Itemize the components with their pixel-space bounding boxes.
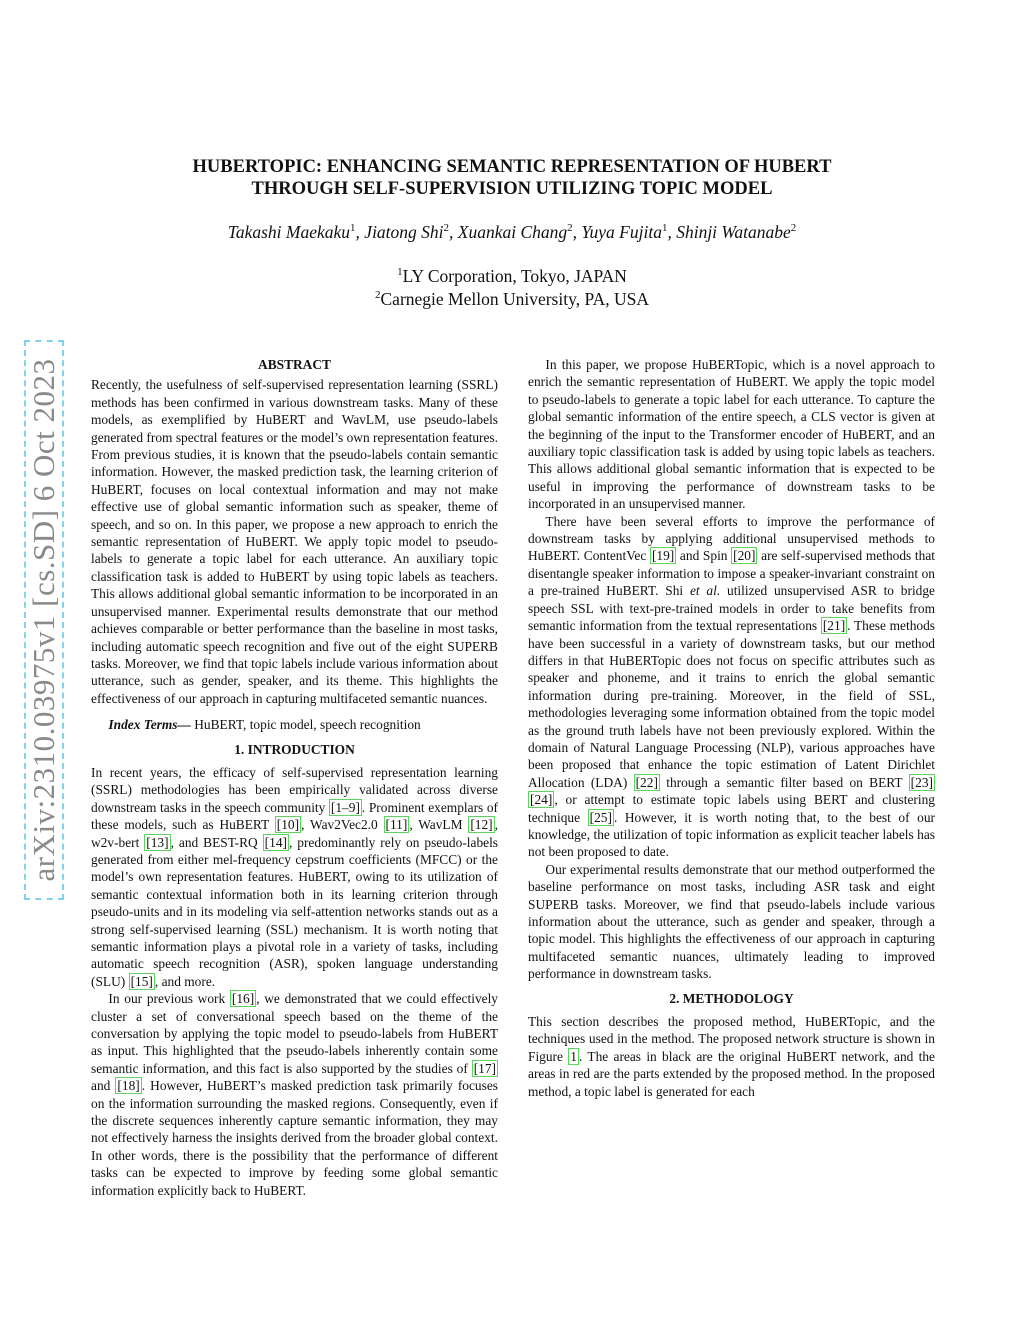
text-run: are self-supervised methods that disentangle speaker information to impose a speaker-invariant constraint on a pre-trained HuBERT. Shi (528, 548, 935, 599)
affiliation: $^2$Carnegie Mellon University, PA, USA (375, 289, 649, 309)
author: Takashi Maekaku$^1$, (227, 222, 365, 242)
author: Shinji Watanabe$^2$ (676, 222, 797, 242)
text-run: utilized unsupervised ASR to bridge speech SSL with text-pre-trained models in order to take benefits from semantic information from the textual representations (528, 583, 935, 634)
citation-link[interactable]: 1 (570, 1048, 577, 1064)
text-run: and Spin (676, 548, 732, 564)
affiliation: $^1$LY Corporation, Tokyo, JAPAN (397, 266, 627, 286)
citation-link[interactable]: [14] (264, 834, 287, 850)
text-run: , Wav2Vec2.0 (301, 817, 384, 833)
text-run: . However, HuBERT’s masked prediction task primarily focuses on the information surrounding the masked regions. Consequently, even if the discrete sequences inherently capture semantic information, they may not effectively harness the insights derived from the broader global context. In other words, there is the possibility that the performance of different tasks can be expected to improve by feeding some global semantic information explicitly back to HuBERT. (91, 1078, 498, 1198)
author: Yuya Fujita$^1$, (581, 222, 677, 242)
citation-link[interactable]: [10] (276, 817, 300, 833)
text-run: , WavLM (409, 817, 469, 833)
author-list (100, 222, 924, 243)
section-heading-introduction: 1. INTRODUCTION (234, 741, 355, 757)
section-heading-methodology: 2. METHODOLOGY (669, 990, 794, 1006)
text-run: . The areas in black are the original HuBERT network, and the areas in red are the parts extended by the proposed method. In the proposed method, a topic label is generated for each (528, 1048, 936, 1099)
index-terms-label: Index Terms— (108, 717, 191, 733)
citation-link[interactable]: [20] (733, 548, 756, 564)
text-run: This section describes the proposed method, HuBERTopic, and the techniques used in the method. The proposed network structure is shown in Figure (528, 1014, 935, 1064)
affiliations (200, 265, 824, 311)
text-run: There have been several efforts to improve the performance of downstream tasks by applying additional unsupervised methods to HuBERT. ContentVec (528, 513, 935, 564)
paragraph (91, 990, 498, 1199)
abstract-text: Recently, the usefulness of self-supervised representation learning (SSRL) methods has been confirmed in various downstream tasks. Many of these models, as exemplified by HuBERT and WavLM, use pseudo-labels generated from spectral features or the model’s own representation features. From previous studies, it is known that the pseudo-labels contain semantic information. However, the masked prediction task, the learning criterion of HuBERT, focuses on local contextual information and may not make effective use of global semantic information such as speaker, theme of speech, and so on. In this paper, we propose a new approach to enrich the semantic representation of HuBERT. We apply topic model to pseudo-labels to generate a topic label for each utterance. An auxiliary topic classification task is added to HuBERT by using topic labels as teachers. This allows additional global semantic information to be incorporated in an unsupervised manner. Experimental results demonstrate that our method achieves comparable or better performance than the baseline in most tasks, including automatic speech recognition and five out of the eight SUPERB tasks. Moreover, we find that topic labels include various information about utterance, such as gender, speaker, and its theme. This highlights the effectiveness of our approach in capturing multifaceted semantic nuances. (91, 377, 498, 706)
paragraph (528, 1013, 935, 1100)
arxiv-stamp[interactable] (24, 340, 64, 900)
text-run: In our previous work (108, 991, 230, 1007)
citation-link[interactable]: [1–9] (330, 799, 360, 815)
citation-link[interactable]: [19] (651, 548, 675, 564)
text-run: , and BEST-RQ (170, 834, 263, 850)
paragraph (91, 764, 498, 990)
citation-link[interactable]: [17] (473, 1060, 496, 1076)
text-run: , and more. (154, 973, 216, 989)
right-column (528, 356, 935, 1100)
text-run: , predominantly rely on pseudo-labels generated from either mel-frequency cepstrum coefficients (MFCC) or the model’s own representation features. HuBERT, owing to its utilization of semantic contextual information both in its learning criterion through pseudo-units and in its modeling via self-attention networks stands out as a strong self-supervised learning (SSL) mechanism. It is worth noting that semantic information plays a pivotal role in a variety of tasks, including automatic speech recognition (ASR), spoken language understanding (SLU) (91, 834, 499, 989)
citation-link[interactable]: [18] (117, 1078, 140, 1094)
title-line-2: THROUGH SELF-SUPERVISION UTILIZING TOPIC MODEL (251, 179, 773, 199)
citation-link[interactable]: [21] (822, 618, 846, 634)
text-run: In recent years, the efficacy of self-supervised representation learning (SSRL) methodologies has been empirically validated across diverse downstream tasks in the speech community (91, 764, 498, 815)
citation-link[interactable]: [16] (231, 991, 255, 1007)
abstract-heading: ABSTRACT (258, 357, 331, 372)
citation-link[interactable]: [25] (589, 809, 612, 825)
arxiv-id: arXiv:2310.03975v1 [cs.SD] 6 Oct 2023 (26, 358, 61, 882)
paper-title (120, 156, 904, 200)
left-column (91, 356, 498, 1199)
text-run: and (91, 1078, 116, 1094)
citation-link[interactable]: [15] (130, 973, 153, 989)
citation-link[interactable]: [13] (146, 834, 169, 850)
text-run: , we demonstrated that we could effectively cluster a set of conversational speech based on the theme of the conversation by applying the topic model to pseudo-labels from HuBERT as input. This highlighted that the pseudo-labels inherently contain some semantic information, and this fact is also supported by the studies of (91, 991, 498, 1076)
citation-link[interactable]: [24] (530, 792, 553, 808)
text-run: . These methods have been successful in a variety of downstream tasks, but our method differs in that HuBERTopic does not focus on specific attributes such as speaker and phoneme, and it trains to enrich the global semantic information during pre-training. Moreover, in the field of SSL, methodologies leveraging some information obtained from the topic model as the ground truth labels have not been previously explored. Within the domain of Natural Language Processing (NLP), various approaches have been proposed that enhance the topic estimation of Latent Dirichlet Allocation (LDA) (528, 618, 935, 790)
text-run: , or attempt to estimate topic labels using BERT and clustering technique (528, 792, 935, 825)
italic-text: et al. (689, 583, 721, 599)
title-line-1: HUBERTOPIC: ENHANCING SEMANTIC REPRESENTATION OF HUBERT (192, 157, 832, 177)
author: Jiatong Shi$^2$, (364, 222, 458, 242)
citation-link[interactable]: [11] (385, 817, 408, 833)
paragraph: In this paper, we propose HuBERTopic, which is a novel approach to enrich the semantic representation of HuBERT. We apply the topic model to pseudo-labels to generate a topic label for each utterance. To capture the global semantic information of the entire speech, a CLS vector is given at the beginning of the input to the Transformer encoder of HuBERT, and an auxiliary topic classification task is added by using topic labels as teachers. This allows additional global semantic information that is expected to be useful in improving the performance of downstream tasks to be incorporated in an unsupervised manner. (528, 357, 935, 512)
paragraph (528, 513, 935, 861)
citation-link[interactable]: [22] (635, 774, 658, 790)
text-run: , w2v-bert (91, 817, 498, 850)
index-terms: Index Terms— HuBERT, topic model, speech recognition (108, 717, 421, 733)
text-run: . Prominent exemplars of these models, such as HuBERT (91, 799, 498, 833)
citation-link[interactable]: [12] (470, 817, 493, 833)
text-run: . However, it is worth noting that, to the best of our knowledge, the utilization of topic information as explicit teacher labels has not been proposed to date. (528, 809, 936, 860)
paragraph: Our experimental results demonstrate that our method outperformed the baseline performance on most tasks, including ASR task and eight SUPERB tasks. Moreover, we find that pseudo-labels include various information about the utterance, such as gender and speaker, through a topic model. This highlights the effectiveness of our approach in capturing multifaceted semantic nuances, ultimately leading to improved performance in downstream tasks. (528, 861, 935, 982)
citation-link[interactable]: [23] (910, 774, 933, 790)
text-run: through a semantic filter based on BERT (659, 774, 909, 790)
author: Xuankai Chang$^2$, (457, 222, 582, 242)
